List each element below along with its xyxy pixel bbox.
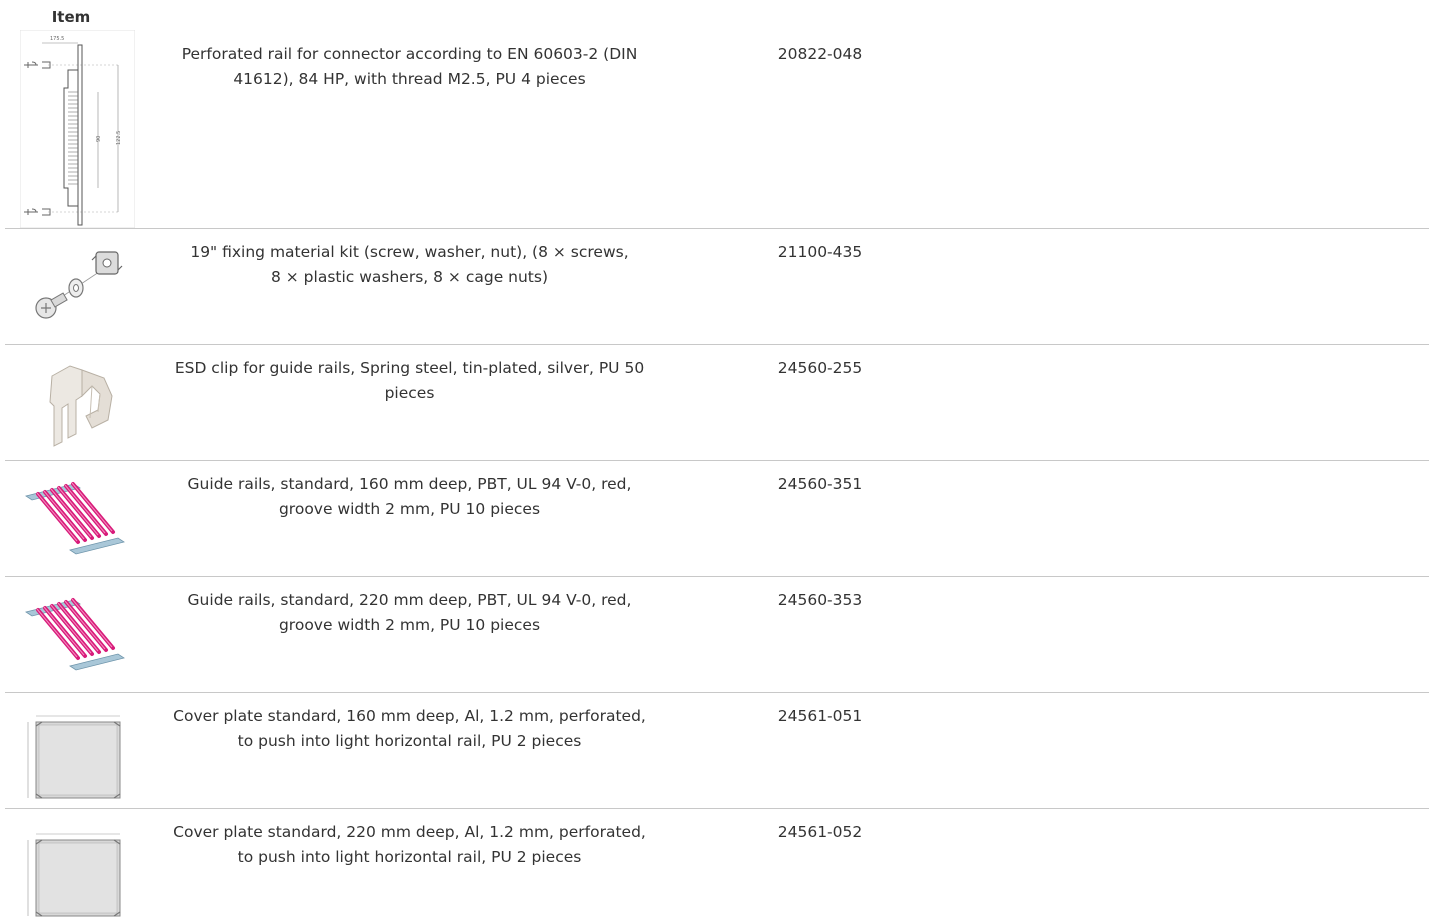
table-row — [0, 228, 1434, 344]
fixing-kit-photo-icon — [20, 238, 135, 338]
description-cell — [150, 240, 669, 290]
column-header-item: Item — [51, 8, 91, 26]
description-line: 19" fixing material kit (screw, washer, nut), (8 × screws, — [190, 243, 629, 261]
cover-plate-drawing-icon — [20, 820, 135, 918]
table-row — [0, 692, 1434, 808]
row-divider — [5, 692, 1429, 693]
row-divider — [5, 228, 1429, 229]
article-number: 21100-435 — [777, 243, 863, 261]
description-line: Cover plate standard, 220 mm deep, Al, 1.2 mm, perforated, — [173, 823, 646, 841]
guide-rails-photo-icon — [20, 478, 135, 568]
description-line: groove width 2 mm, PU 10 pieces — [278, 616, 541, 634]
description-cell — [150, 820, 669, 870]
table-row — [0, 460, 1434, 576]
description-line: 8 × plastic washers, 8 × cage nuts) — [270, 268, 549, 286]
description-cell — [150, 588, 669, 638]
description-cell — [150, 356, 669, 406]
cover-plate-drawing-icon — [20, 702, 135, 802]
description-line: ESD clip for guide rails, Spring steel, tin-plated, silver, PU 50 — [174, 359, 645, 377]
table-row — [0, 30, 1434, 228]
row-divider — [5, 460, 1429, 461]
table-row — [0, 576, 1434, 692]
row-divider — [5, 344, 1429, 345]
esd-clip-photo-icon — [20, 356, 135, 456]
article-number: 24561-051 — [777, 707, 863, 725]
description-cell — [150, 472, 669, 522]
dimension-label: 90 — [96, 135, 102, 142]
article-number: 24560-255 — [777, 359, 863, 377]
dimension-label: 175.5 — [50, 36, 65, 42]
description-cell — [150, 42, 669, 92]
description-line: Cover plate standard, 160 mm deep, Al, 1.2 mm, perforated, — [173, 707, 646, 725]
description-line: Guide rails, standard, 220 mm deep, PBT, UL 94 V-0, red, — [187, 591, 632, 609]
article-number: 24560-353 — [777, 591, 863, 609]
article-number: 24560-351 — [777, 475, 863, 493]
row-divider — [5, 576, 1429, 577]
description-line: Perforated rail for connector according to EN 60603-2 (DIN — [181, 45, 638, 63]
description-line: groove width 2 mm, PU 10 pieces — [278, 500, 541, 518]
description-line: to push into light horizontal rail, PU 2 pieces — [237, 848, 582, 866]
dimension-label: 122.5 — [116, 130, 122, 145]
description-line: pieces — [384, 384, 435, 402]
description-line: to push into light horizontal rail, PU 2 pieces — [237, 732, 582, 750]
description-cell — [150, 704, 669, 754]
article-number: 20822-048 — [777, 45, 863, 63]
row-divider — [5, 808, 1429, 809]
perforated-rail-drawing-icon — [20, 30, 135, 228]
description-line: Guide rails, standard, 160 mm deep, PBT, UL 94 V-0, red, — [187, 475, 632, 493]
table-row — [0, 808, 1434, 918]
guide-rails-photo-icon — [20, 594, 135, 684]
article-number: 24561-052 — [777, 823, 863, 841]
table-row — [0, 344, 1434, 460]
description-line: 41612), 84 HP, with thread M2.5, PU 4 pieces — [233, 70, 586, 88]
